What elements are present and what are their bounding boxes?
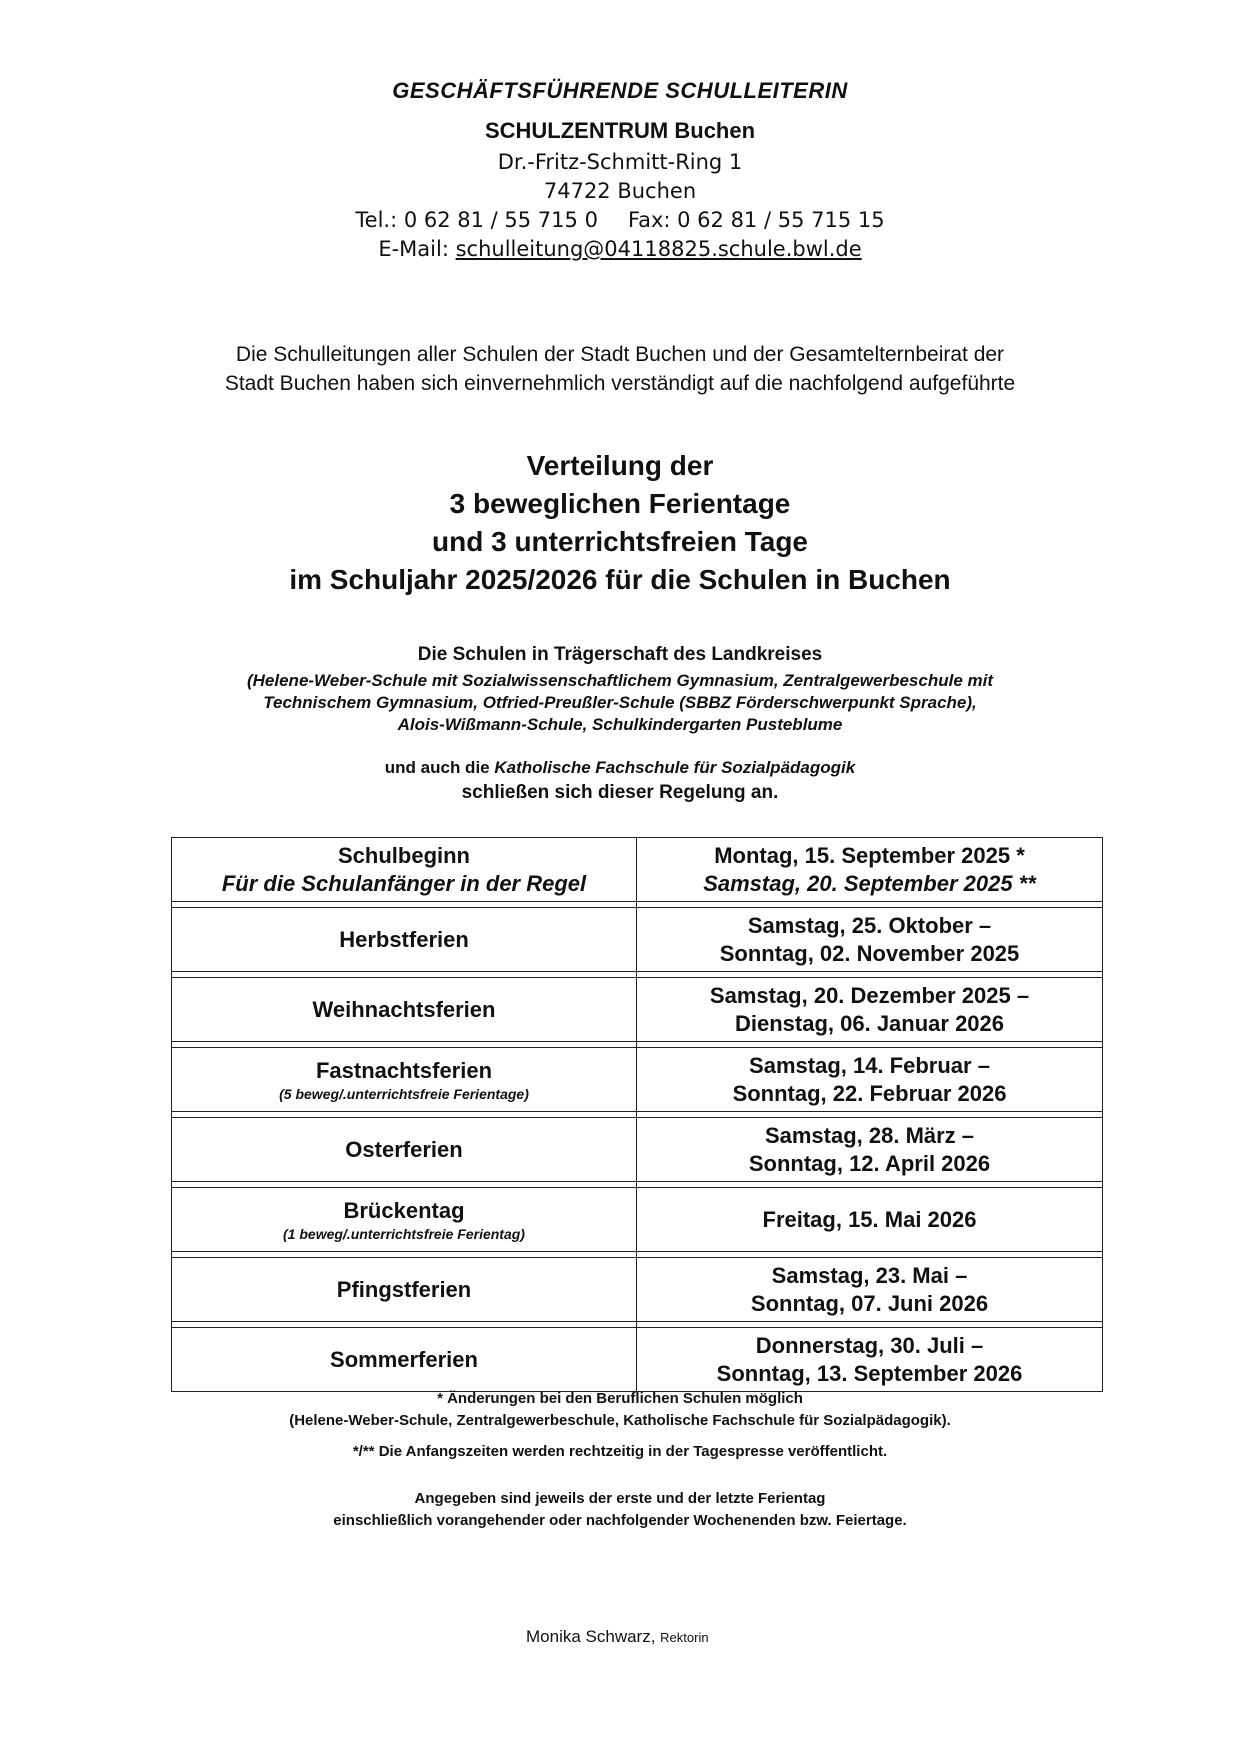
- date-line: Sonntag, 13. September 2026: [716, 1360, 1023, 1386]
- footnote-line: Angegeben sind jeweils der erste und der letzte Ferientag: [414, 1490, 826, 1507]
- signature-name: Monika Schwarz,: [526, 1627, 656, 1646]
- date-line: Samstag, 20. Dezember 2025 –: [709, 982, 1030, 1008]
- intro-paragraph: [0, 340, 1240, 398]
- additional-school: Katholische Fachschule für Sozialpädagogik: [494, 758, 856, 777]
- phone-number: Tel.: 0 62 81 / 55 715 0: [355, 208, 598, 232]
- period-note: (1 beweg/.unterrichtsfreie Ferientag): [283, 1225, 525, 1242]
- period-label: Brückentag: [343, 1197, 465, 1223]
- landkreis-school-list: [0, 670, 1240, 736]
- footnote-start-times: */** Die Anfangszeiten werden rechtzeitig in der Tagespresse veröffentlicht.: [352, 1443, 888, 1460]
- title-line: 3 beweglichen Ferientage: [449, 488, 791, 519]
- email-line: [0, 235, 1240, 264]
- date-cell: [637, 1188, 1103, 1252]
- date-cell: [637, 1258, 1103, 1322]
- letterhead-role: GESCHÄFTSFÜHRENDE SCHULLEITERIN: [392, 78, 848, 103]
- address-street: Dr.-Fritz-Schmitt-Ring 1: [497, 150, 743, 174]
- landkreis-heading: Die Schulen in Trägerschaft des Landkreises: [417, 644, 823, 665]
- signature: [526, 1627, 709, 1647]
- address-city: 74722 Buchen: [543, 179, 697, 203]
- title-line: Verteilung der: [526, 450, 714, 481]
- period-cell: Herbstferien: [172, 908, 637, 972]
- intro-line: Stadt Buchen haben sich einvernehmlich verständigt auf die nachfolgend aufgeführte: [224, 372, 1016, 395]
- date-line: Donnerstag, 30. Juli –: [755, 1332, 984, 1358]
- footnote-dates-info: [0, 1488, 1240, 1532]
- date-line: Sonntag, 07. Juni 2026: [750, 1290, 989, 1316]
- title-line: im Schuljahr 2025/2026 für die Schulen in Buchen: [289, 564, 951, 595]
- additional-prefix: und auch die: [384, 758, 495, 777]
- table-row: [172, 1118, 1103, 1182]
- table-row: [172, 1328, 1103, 1392]
- date-line: Samstag, 28. März –: [764, 1122, 975, 1148]
- phone-fax-line: [0, 206, 1240, 235]
- date-line: Montag, 15. September 2025 *: [714, 842, 1025, 868]
- date-line: Sonntag, 22. Februar 2026: [732, 1080, 1007, 1106]
- date-cell: [637, 1048, 1103, 1112]
- date-cell: [637, 1328, 1103, 1392]
- intro-line: Die Schulleitungen aller Schulen der Stadt Buchen und der Gesamtelternbeirat der: [235, 343, 1005, 366]
- period-cell: Weihnachtsferien: [172, 978, 637, 1042]
- table-row: [172, 908, 1103, 972]
- footnote-line: einschließlich vorangehender oder nachfolgender Wochenenden bzw. Feiertage.: [333, 1512, 907, 1529]
- date-line: Dienstag, 06. Januar 2026: [734, 1010, 1005, 1036]
- footnote-line: * Änderungen bei den Beruflichen Schulen möglich: [437, 1390, 803, 1407]
- landkreis-closing: schließen sich dieser Regelung an.: [461, 782, 779, 803]
- period-cell: Sommerferien: [172, 1328, 637, 1392]
- table-row: [172, 1258, 1103, 1322]
- period-cell: [172, 1188, 637, 1252]
- period-label: Fastnachtsferien: [315, 1057, 493, 1083]
- period-sublabel: Für die Schulanfänger in der Regel: [221, 870, 587, 896]
- title-line: und 3 unterrichtsfreien Tage: [432, 526, 808, 557]
- holiday-schedule-table: [171, 837, 1103, 1392]
- date-cell: [637, 908, 1103, 972]
- period-note: (5 beweg/.unterrichtsfreie Ferientage): [279, 1085, 529, 1102]
- date-line: Samstag, 23. Mai –: [771, 1262, 968, 1288]
- fax-number: Fax: 0 62 81 / 55 715 15: [627, 208, 885, 232]
- period-label: Schulbeginn: [338, 842, 470, 868]
- school-list-line: Alois-Wißmann-Schule, Schulkindergarten Pusteblume: [397, 715, 843, 734]
- landkreis-additional: [0, 758, 1240, 778]
- table-row: [172, 1048, 1103, 1112]
- date-cell: [637, 1118, 1103, 1182]
- school-name: SCHULZENTRUM Buchen: [484, 118, 756, 143]
- period-cell: Pfingstferien: [172, 1258, 637, 1322]
- period-cell: [172, 1048, 637, 1112]
- period-cell: Osterferien: [172, 1118, 637, 1182]
- date-line: Samstag, 14. Februar –: [749, 1052, 990, 1078]
- email-label: E-Mail:: [378, 237, 456, 261]
- date-line: Samstag, 20. September 2025 **: [703, 870, 1036, 896]
- footnote-line: (Helene-Weber-Schule, Zentralgewerbeschule, Katholische Fachschule für Sozialpädagogik).: [289, 1412, 951, 1429]
- table-row: [172, 978, 1103, 1042]
- table-row: [172, 1188, 1103, 1252]
- period-cell: [172, 838, 637, 902]
- document-title: [0, 447, 1240, 599]
- footnote-changes: [0, 1388, 1240, 1432]
- date-line: Samstag, 25. Oktober –: [747, 912, 992, 938]
- date-cell: [637, 838, 1103, 902]
- date-cell: [637, 978, 1103, 1042]
- date-line: Sonntag, 12. April 2026: [748, 1150, 991, 1176]
- signature-title: Rektorin: [660, 1630, 709, 1645]
- email-link[interactable]: schulleitung@04118825.schule.bwl.de: [455, 237, 862, 261]
- date-line: Sonntag, 02. November 2025: [719, 940, 1020, 966]
- table-row: [172, 838, 1103, 902]
- date-line: Freitag, 15. Mai 2026: [762, 1206, 977, 1232]
- school-list-line: (Helene-Weber-Schule mit Sozialwissenschaftlichem Gymnasium, Zentralgewerbeschule mit: [246, 671, 994, 690]
- school-list-line: Technischem Gymnasium, Otfried-Preußler-Schule (SBBZ Förderschwerpunkt Sprache),: [263, 693, 977, 712]
